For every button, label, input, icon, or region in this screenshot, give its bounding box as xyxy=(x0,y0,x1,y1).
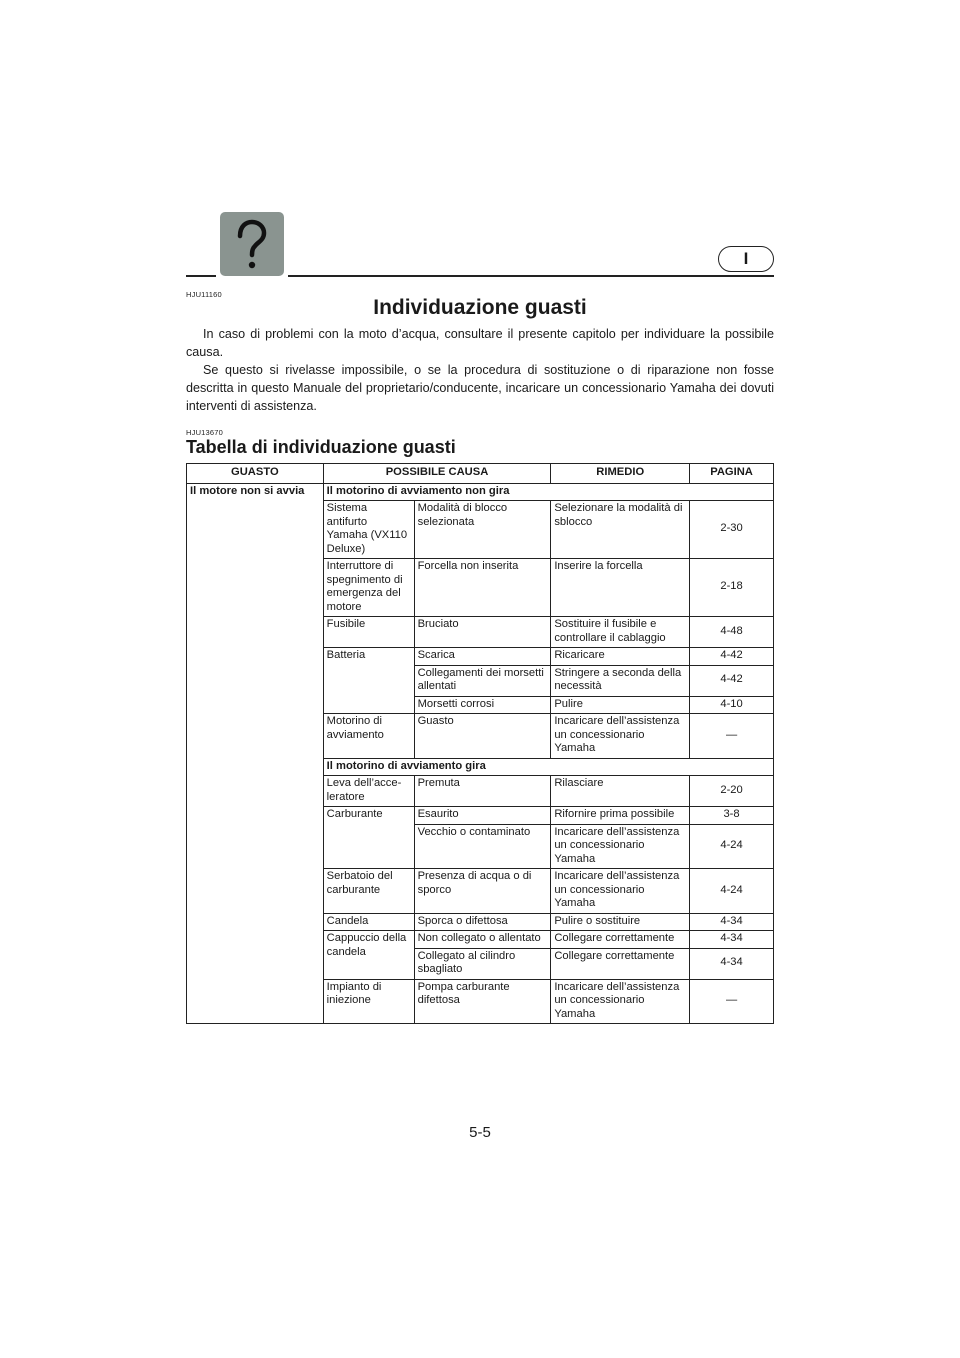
component-cell: Cappuccio della candela xyxy=(323,931,414,980)
page-cell: 4-34 xyxy=(690,931,774,949)
group-title-1: Il motorino di avviamento non gira xyxy=(323,483,773,501)
page-number: 5-5 xyxy=(469,1124,491,1141)
table-header-row xyxy=(187,464,774,484)
cause-cell: Scarica xyxy=(414,648,551,666)
group-title-row xyxy=(187,483,774,501)
remedy-cell: Ricaricare xyxy=(551,648,690,666)
page-cell: 4-34 xyxy=(690,913,774,931)
remedy-cell: Rifornire prima possibile xyxy=(551,807,690,825)
header-rule-left xyxy=(186,275,216,277)
page-cell: 4-42 xyxy=(690,665,774,696)
component-cell: Candela xyxy=(323,913,414,931)
component-cell: Batteria xyxy=(323,648,414,714)
page-cell: 2-30 xyxy=(690,501,774,559)
page-cell: 2-20 xyxy=(690,776,774,807)
component-cell: Carburante xyxy=(323,807,414,869)
remedy-cell: Incaricare dell’assistenza un concessionario Yamaha xyxy=(551,979,690,1024)
cause-cell: Collegamenti dei morsetti allentati xyxy=(414,665,551,696)
remedy-cell: Inserire la forcella xyxy=(551,559,690,617)
component-cell: Sistema antifurto Yamaha (VX110 Deluxe) xyxy=(323,501,414,559)
remedy-cell: Rilasciare xyxy=(551,776,690,807)
intro-paragraph-1-text: In caso di problemi con la moto d’acqua, consultare il presente capitolo per individuare la possibile causa. xyxy=(186,327,774,359)
header-possibile-causa: POSSIBILE CAUSA xyxy=(323,464,551,484)
page-cell: 4-24 xyxy=(690,824,774,869)
remedy-cell: Collegare correttamente xyxy=(551,948,690,979)
troubleshooting-table xyxy=(186,463,774,1024)
remedy-cell: Incaricare dell’assistenza un concessionario Yamaha xyxy=(551,714,690,759)
page-cell: 4-42 xyxy=(690,648,774,666)
remedy-cell: Pulire xyxy=(551,696,690,714)
cause-cell: Non collegato o allentato xyxy=(414,931,551,949)
header-rimedio: RIMEDIO xyxy=(551,464,690,484)
question-mark-icon xyxy=(220,212,284,276)
component-cell: Fusibile xyxy=(323,617,414,648)
remedy-cell: Incaricare dell’assistenza un concessionario Yamaha xyxy=(551,869,690,914)
component-cell: Impianto di iniezione xyxy=(323,979,414,1024)
table-title: Tabella di individuazione guasti xyxy=(186,437,456,457)
page-title: Individuazione guasti xyxy=(373,296,587,319)
cause-cell: Guasto xyxy=(414,714,551,759)
component-cell: Motorino di avviamento xyxy=(323,714,414,759)
component-cell: Interruttore di spegnimento di emergenza del motore xyxy=(323,559,414,617)
page-cell: — xyxy=(690,979,774,1024)
table-code: HJU13670 xyxy=(186,428,224,437)
intro-paragraph-2 xyxy=(186,361,774,415)
cause-cell: Sporca o difettosa xyxy=(414,913,551,931)
header-rule-right xyxy=(288,275,774,277)
intro-paragraph-2-text: Se questo si rivelasse impossibile, o se la procedura di sostituzione o di riparazione non fosse descritta in questo Manuale del proprietario/conducente, incaricare un concessionario Yamaha dei dovuti interventi di assistenza. xyxy=(186,363,774,413)
intro-paragraph-1 xyxy=(186,325,774,361)
remedy-cell: Collegare correttamente xyxy=(551,931,690,949)
page-cell: 4-34 xyxy=(690,948,774,979)
component-cell: Serbatoio del carburante xyxy=(323,869,414,914)
cause-cell: Bruciato xyxy=(414,617,551,648)
group-title-2: Il motorino di avviamento gira xyxy=(323,758,773,776)
remedy-cell: Pulire o sostituire xyxy=(551,913,690,931)
language-badge: I xyxy=(718,246,774,272)
section-code: HJU11160 xyxy=(186,290,222,299)
remedy-cell: Selezionare la modalità di sblocco xyxy=(551,501,690,559)
remedy-cell: Stringere a seconda della necessità xyxy=(551,665,690,696)
cause-cell: Premuta xyxy=(414,776,551,807)
page-cell: — xyxy=(690,714,774,759)
remedy-cell: Sostituire il fusibile e controllare il cablaggio xyxy=(551,617,690,648)
cause-cell: Modalità di blocco selezionata xyxy=(414,501,551,559)
page-cell: 4-10 xyxy=(690,696,774,714)
page-cell: 3-8 xyxy=(690,807,774,825)
cause-cell: Forcella non inserita xyxy=(414,559,551,617)
cause-cell: Morsetti corrosi xyxy=(414,696,551,714)
page-cell: 2-18 xyxy=(690,559,774,617)
page-cell: 4-48 xyxy=(690,617,774,648)
cause-cell: Pompa carburante difettosa xyxy=(414,979,551,1024)
header-pagina: PAGINA xyxy=(690,464,774,484)
problem-cell: Il motore non si avvia xyxy=(187,483,324,1024)
component-cell: Leva dell’acce-leratore xyxy=(323,776,414,807)
remedy-cell: Incaricare dell’assistenza un concessionario Yamaha xyxy=(551,824,690,869)
cause-cell: Vecchio o contaminato xyxy=(414,824,551,869)
page-cell: 4-24 xyxy=(690,869,774,914)
header-guasto: GUASTO xyxy=(187,464,324,484)
cause-cell: Collegato al cilindro sbagliato xyxy=(414,948,551,979)
cause-cell: Esaurito xyxy=(414,807,551,825)
cause-cell: Presenza di acqua o di sporco xyxy=(414,869,551,914)
